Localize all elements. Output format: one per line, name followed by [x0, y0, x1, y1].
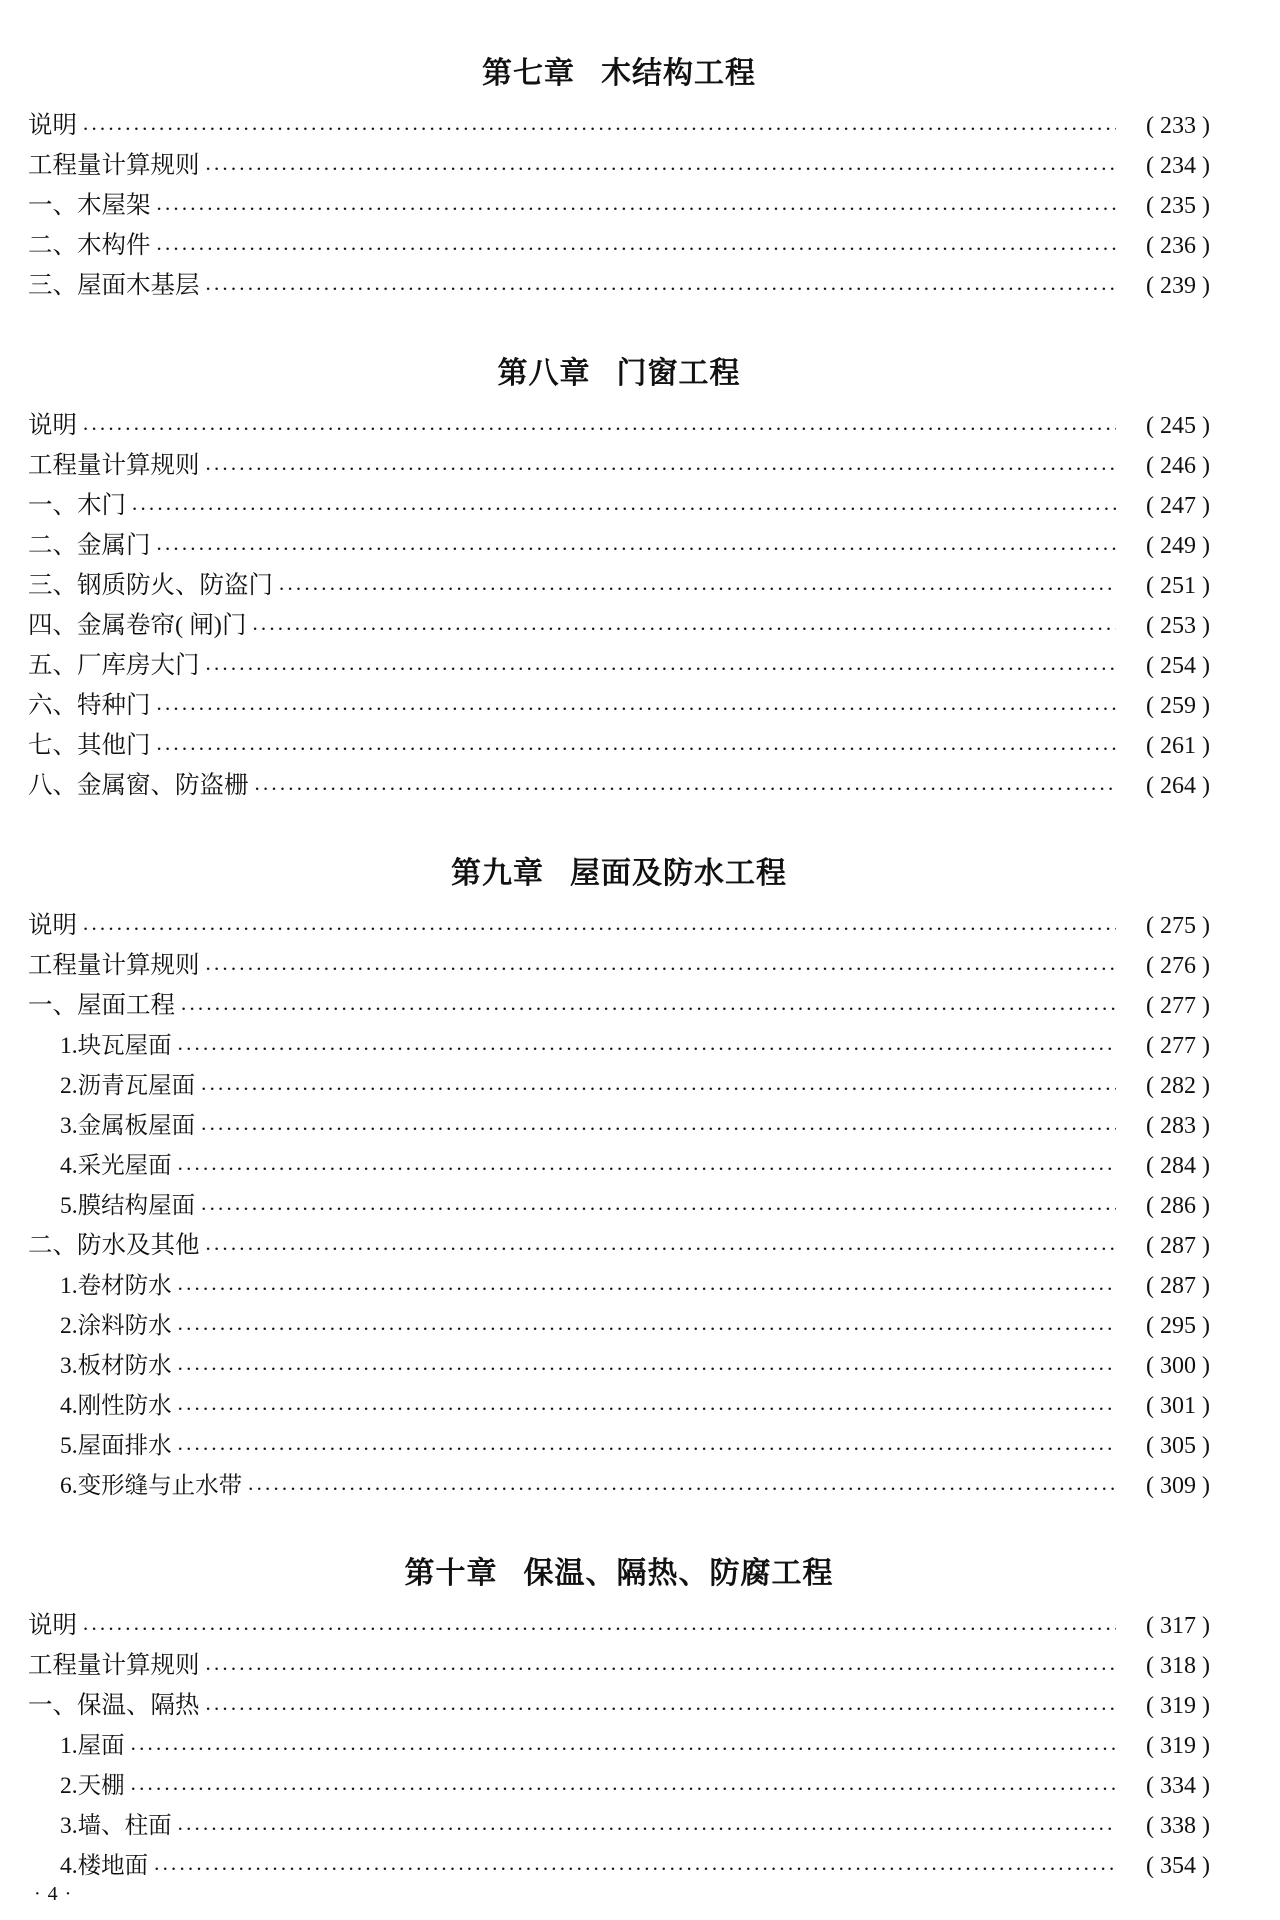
toc-entry-page-number: ( 284 ) — [1146, 1153, 1210, 1179]
toc-entry-page-number: ( 246 ) — [1146, 453, 1210, 479]
toc-entry-page-number: ( 235 ) — [1146, 193, 1210, 219]
page-number-footer: · 4 · — [34, 1883, 73, 1905]
toc-entry[interactable] — [28, 646, 1210, 686]
toc-leader-dots — [206, 1240, 1117, 1266]
toc-entry-page-number: ( 277 ) — [1146, 993, 1210, 1019]
toc-leader-dots — [157, 240, 1117, 266]
toc-entry-page-number: ( 319 ) — [1146, 1733, 1210, 1759]
toc-leader-dots — [206, 960, 1117, 986]
toc-leader-dots — [178, 1360, 1116, 1386]
toc-entry-label: 二、木构件 — [28, 232, 151, 259]
toc-leader-dots — [248, 1480, 1116, 1506]
toc-leader-dots — [157, 700, 1117, 726]
toc-leader-dots — [157, 200, 1117, 226]
toc-entry-page-number: ( 309 ) — [1146, 1473, 1210, 1499]
chapter-section — [28, 1538, 1210, 1886]
toc-leader-dots — [206, 1660, 1117, 1686]
toc-entry[interactable] — [28, 1806, 1210, 1846]
toc-entry[interactable] — [28, 186, 1210, 226]
toc-entry-label: 2.天棚 — [60, 1773, 125, 1799]
toc-entry-page-number: ( 253 ) — [1146, 613, 1210, 639]
toc-leader-dots — [178, 1440, 1116, 1466]
toc-entry-page-number: ( 239 ) — [1146, 273, 1210, 299]
toc-entry[interactable] — [28, 1346, 1210, 1386]
toc-entry-label: 6.变形缝与止水带 — [60, 1473, 243, 1499]
toc-entry-label: 三、钢质防火、防盗门 — [28, 572, 273, 599]
chapter-list — [28, 48, 1210, 1886]
toc-entry-label: 2.涂料防水 — [60, 1313, 172, 1339]
toc-entry-label: 六、特种门 — [28, 692, 151, 719]
toc-leader-dots — [178, 1040, 1116, 1066]
toc-entry-label: 2.沥青瓦屋面 — [60, 1073, 196, 1099]
toc-entry[interactable] — [28, 1146, 1210, 1186]
chapter-title — [28, 338, 1210, 392]
toc-entry[interactable] — [28, 486, 1210, 526]
toc-entry-list — [28, 906, 1210, 1506]
toc-entry-page-number: ( 305 ) — [1146, 1433, 1210, 1459]
toc-entry[interactable] — [28, 406, 1210, 446]
toc-leader-dots — [255, 780, 1117, 806]
toc-entry[interactable] — [28, 1846, 1210, 1886]
toc-entry-page-number: ( 233 ) — [1146, 113, 1210, 139]
toc-leader-dots — [131, 1780, 1116, 1806]
toc-leader-dots — [132, 500, 1116, 526]
chapter-title — [28, 48, 1210, 92]
toc-entry[interactable] — [28, 106, 1210, 146]
toc-entry-label: 工程量计算规则 — [28, 152, 200, 179]
toc-entry-page-number: ( 295 ) — [1146, 1313, 1210, 1339]
toc-entry[interactable] — [28, 566, 1210, 606]
toc-entry-page-number: ( 261 ) — [1146, 733, 1210, 759]
toc-entry-label: 5.膜结构屋面 — [60, 1193, 196, 1219]
toc-entry-label: 一、木屋架 — [28, 192, 151, 219]
toc-leader-dots — [157, 540, 1117, 566]
chapter-title-prefix: 第八章 — [497, 357, 591, 390]
toc-entry[interactable] — [28, 766, 1210, 806]
toc-entry-label: 四、金属卷帘( 闸)门 — [28, 612, 247, 639]
toc-entry-page-number: ( 317 ) — [1146, 1613, 1210, 1639]
toc-entry-page-number: ( 287 ) — [1146, 1273, 1210, 1299]
toc-leader-dots — [206, 280, 1117, 306]
toc-entry-label: 二、防水及其他 — [28, 1232, 200, 1259]
toc-entry-label: 工程量计算规则 — [28, 952, 200, 979]
chapter-title-main: 木结构工程 — [601, 57, 756, 90]
toc-leader-dots — [206, 1700, 1117, 1726]
toc-entry-page-number: ( 254 ) — [1146, 653, 1210, 679]
toc-entry[interactable] — [28, 1266, 1210, 1306]
chapter-title-prefix: 第七章 — [482, 57, 575, 90]
toc-entry-page-number: ( 245 ) — [1146, 413, 1210, 439]
toc-leader-dots — [201, 1120, 1116, 1146]
toc-entry[interactable] — [28, 1606, 1210, 1646]
toc-entry-label: 说明 — [28, 112, 77, 139]
chapter-title-main: 门窗工程 — [616, 357, 741, 390]
toc-entry-label: 说明 — [28, 912, 77, 939]
toc-entry[interactable] — [28, 946, 1210, 986]
toc-leader-dots — [178, 1320, 1116, 1346]
toc-entry-label: 3.墙、柱面 — [60, 1813, 172, 1839]
toc-leader-dots — [83, 920, 1116, 946]
chapter-title-main: 保温、隔热、防腐工程 — [523, 1557, 834, 1590]
toc-entry-label: 七、其他门 — [28, 732, 151, 759]
toc-entry[interactable] — [28, 526, 1210, 566]
chapter-title-main: 屋面及防水工程 — [570, 857, 787, 890]
toc-entry-label: 5.屋面排水 — [60, 1433, 172, 1459]
toc-entry-label: 说明 — [28, 1612, 77, 1639]
toc-entry-label: 4.楼地面 — [60, 1853, 149, 1879]
toc-entry-page-number: ( 287 ) — [1146, 1233, 1210, 1259]
chapter-section — [28, 338, 1210, 806]
toc-entry[interactable] — [28, 146, 1210, 186]
toc-entry-label: 五、厂库房大门 — [28, 652, 200, 679]
toc-entry[interactable] — [28, 1646, 1210, 1686]
chapter-section — [28, 838, 1210, 1506]
toc-leader-dots — [83, 420, 1116, 446]
toc-leader-dots — [178, 1820, 1116, 1846]
toc-leader-dots — [157, 740, 1117, 766]
toc-entry[interactable] — [28, 906, 1210, 946]
toc-entry-page-number: ( 286 ) — [1146, 1193, 1210, 1219]
toc-entry-page-number: ( 282 ) — [1146, 1073, 1210, 1099]
chapter-section — [28, 48, 1210, 306]
toc-leader-dots — [252, 620, 1116, 646]
toc-entry-page-number: ( 300 ) — [1146, 1353, 1210, 1379]
toc-entry-page-number: ( 264 ) — [1146, 773, 1210, 799]
toc-entry-label: 3.金属板屋面 — [60, 1113, 196, 1139]
toc-entry-page-number: ( 318 ) — [1146, 1653, 1210, 1679]
toc-entry-label: 八、金属窗、防盗栅 — [28, 772, 249, 799]
toc-entry-page-number: ( 283 ) — [1146, 1113, 1210, 1139]
toc-entry-label: 3.板材防水 — [60, 1353, 172, 1379]
toc-leader-dots — [131, 1740, 1116, 1766]
toc-entry-label: 工程量计算规则 — [28, 1652, 200, 1679]
toc-entry-page-number: ( 319 ) — [1146, 1693, 1210, 1719]
toc-entry[interactable] — [28, 1386, 1210, 1426]
toc-entry-label: 4.采光屋面 — [60, 1153, 172, 1179]
toc-entry[interactable] — [28, 226, 1210, 266]
chapter-title — [28, 838, 1210, 892]
toc-entry-page-number: ( 236 ) — [1146, 233, 1210, 259]
chapter-gap — [28, 1512, 1210, 1538]
toc-entry[interactable] — [28, 686, 1210, 726]
toc-leader-dots — [201, 1080, 1116, 1106]
toc-entry-label: 1.块瓦屋面 — [60, 1033, 172, 1059]
toc-leader-dots — [154, 1860, 1116, 1886]
toc-entry[interactable] — [28, 1186, 1210, 1226]
toc-entry-label: 三、屋面木基层 — [28, 272, 200, 299]
toc-entry-label: 4.刚性防水 — [60, 1393, 172, 1419]
toc-entry-label: 说明 — [28, 412, 77, 439]
toc-entry[interactable] — [28, 1466, 1210, 1506]
toc-entry-page-number: ( 251 ) — [1146, 573, 1210, 599]
toc-leader-dots — [206, 660, 1117, 686]
chapter-gap — [28, 812, 1210, 838]
toc-entry-label: 二、金属门 — [28, 532, 151, 559]
toc-entry[interactable] — [28, 1766, 1210, 1806]
toc-entry-label: 1.屋面 — [60, 1733, 125, 1759]
toc-leader-dots — [279, 580, 1116, 606]
toc-entry-label: 工程量计算规则 — [28, 452, 200, 479]
toc-leader-dots — [83, 1620, 1116, 1646]
toc-entry[interactable] — [28, 446, 1210, 486]
toc-entry[interactable] — [28, 606, 1210, 646]
toc-entry[interactable] — [28, 1726, 1210, 1766]
toc-leader-dots — [206, 160, 1117, 186]
toc-entry[interactable] — [28, 1306, 1210, 1346]
toc-leader-dots — [83, 120, 1116, 146]
toc-leader-dots — [206, 460, 1117, 486]
toc-entry-page-number: ( 234 ) — [1146, 153, 1210, 179]
toc-entry-label: 1.卷材防水 — [60, 1273, 172, 1299]
toc-entry-page-number: ( 276 ) — [1146, 953, 1210, 979]
toc-entry[interactable] — [28, 1066, 1210, 1106]
toc-entry-label: 一、木门 — [28, 492, 126, 519]
toc-entry-page-number: ( 259 ) — [1146, 693, 1210, 719]
toc-entry[interactable] — [28, 1106, 1210, 1146]
chapter-title-prefix: 第十章 — [404, 1557, 498, 1590]
toc-entry-page-number: ( 354 ) — [1146, 1853, 1210, 1879]
toc-entry[interactable] — [28, 726, 1210, 766]
toc-entry-list — [28, 106, 1210, 306]
toc-entry-page-number: ( 277 ) — [1146, 1033, 1210, 1059]
toc-entry-page-number: ( 247 ) — [1146, 493, 1210, 519]
toc-leader-dots — [201, 1200, 1116, 1226]
toc-entry-page-number: ( 338 ) — [1146, 1813, 1210, 1839]
toc-entry-label: 一、保温、隔热 — [28, 1692, 200, 1719]
chapter-title — [28, 1538, 1210, 1592]
toc-entry[interactable] — [28, 1026, 1210, 1066]
toc-entry-page-number: ( 275 ) — [1146, 913, 1210, 939]
toc-entry[interactable] — [28, 266, 1210, 306]
toc-entry-page-number: ( 334 ) — [1146, 1773, 1210, 1799]
toc-entry-page-number: ( 301 ) — [1146, 1393, 1210, 1419]
toc-entry-label: 一、屋面工程 — [28, 992, 175, 1019]
toc-entry[interactable] — [28, 1686, 1210, 1726]
toc-entry-page-number: ( 249 ) — [1146, 533, 1210, 559]
toc-entry[interactable] — [28, 986, 1210, 1026]
chapter-gap — [28, 312, 1210, 338]
toc-leader-dots — [178, 1400, 1116, 1426]
chapter-title-prefix: 第九章 — [451, 857, 544, 890]
toc-leader-dots — [178, 1160, 1116, 1186]
toc-entry-list — [28, 1606, 1210, 1886]
toc-entry-list — [28, 406, 1210, 806]
toc-entry[interactable] — [28, 1226, 1210, 1266]
toc-entry[interactable] — [28, 1426, 1210, 1466]
toc-leader-dots — [181, 1000, 1116, 1026]
toc-leader-dots — [178, 1280, 1116, 1306]
